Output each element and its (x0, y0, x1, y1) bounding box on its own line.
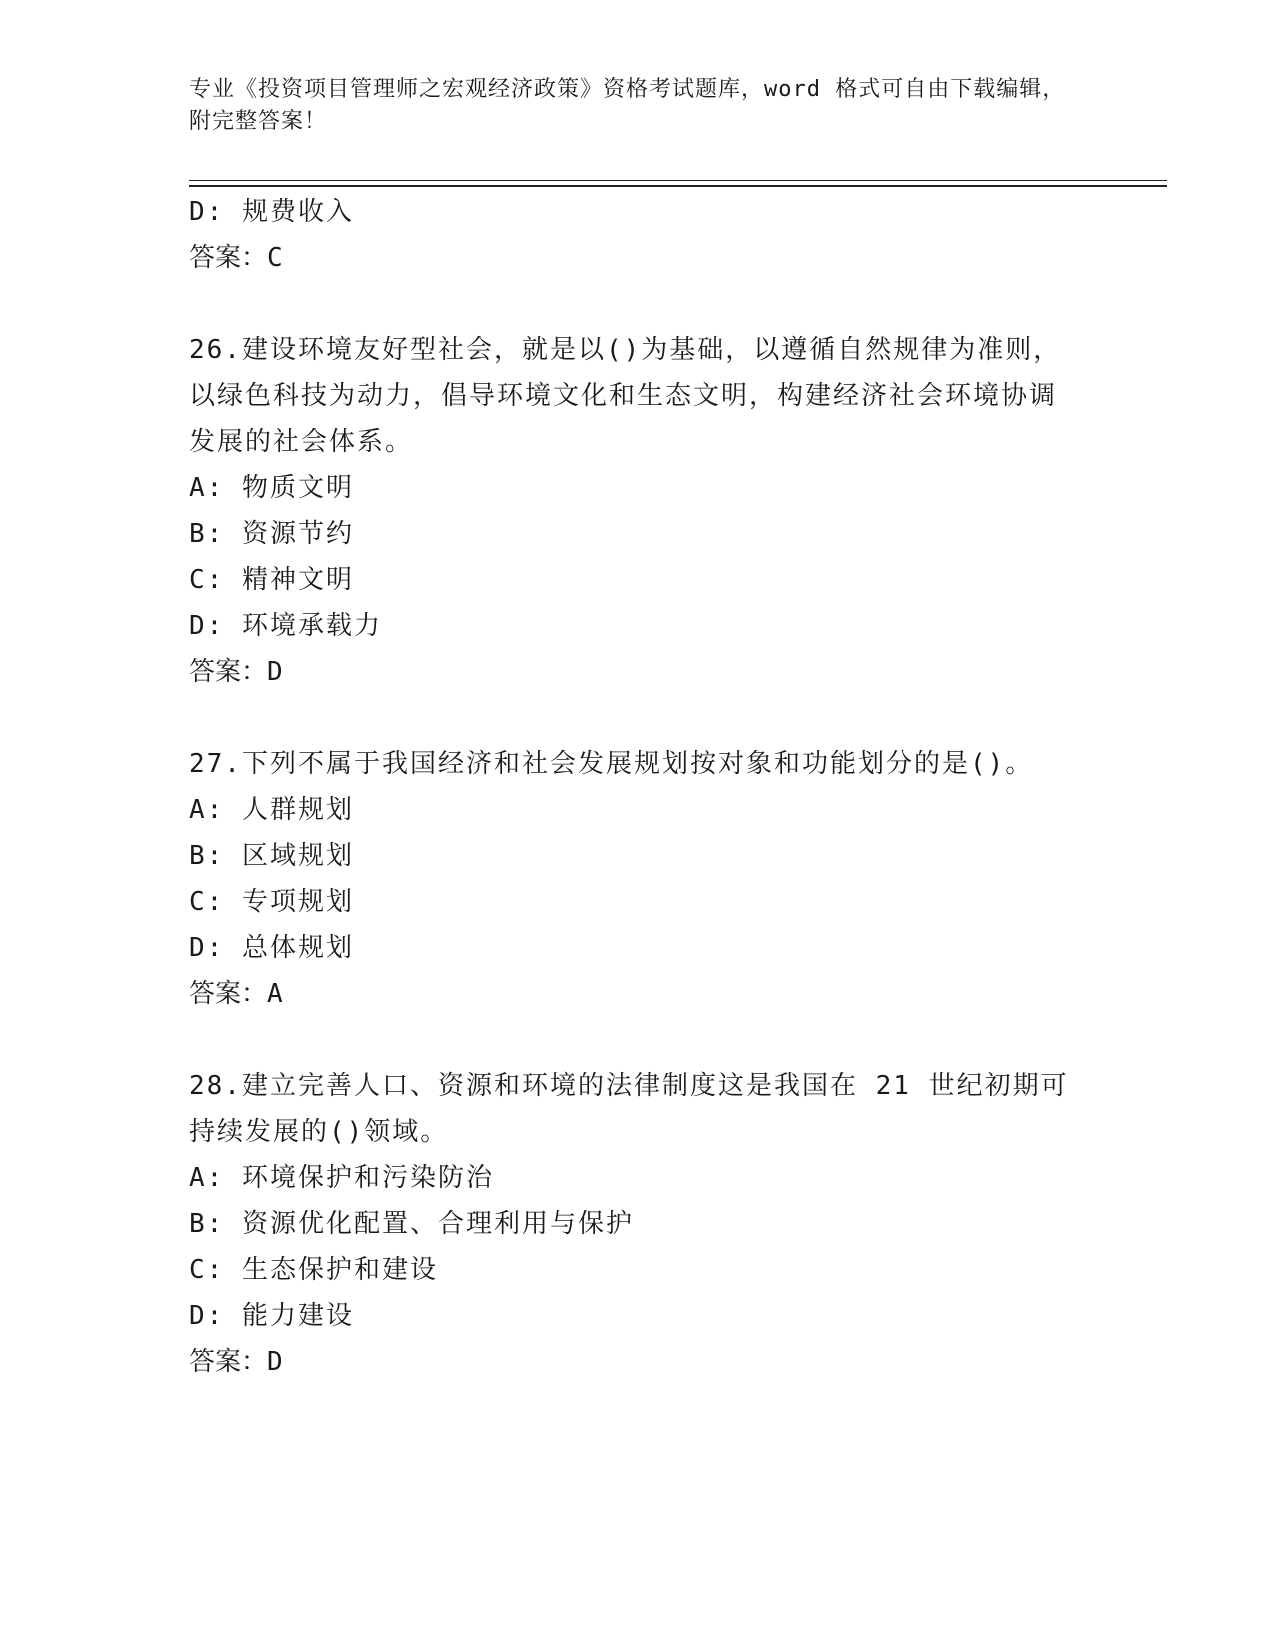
answer-label: 答案： (189, 657, 268, 687)
question-28-answer (189, 1339, 1079, 1385)
question-28-option-b: B: 资源优化配置、合理利用与保护 (189, 1209, 634, 1239)
spacer (189, 1017, 1079, 1063)
question-27-option-b: B: 区域规划 (189, 841, 354, 871)
header-divider (189, 180, 1167, 181)
spacer (189, 695, 1079, 741)
answer-label: 答案： (189, 979, 268, 1009)
question-27-option-d: D: 总体规划 (189, 933, 354, 963)
carryover-option-d: D: 规费收入 (189, 197, 354, 227)
question-26-answer (189, 649, 1079, 695)
question-27-answer (189, 971, 1079, 1017)
answer-label: 答案： (189, 1347, 268, 1377)
spacer (189, 281, 1079, 327)
question-26-text: 26.建设环境友好型社会，就是以()为基础，以遵循自然规律为准则，以绿色科技为动力，倡导环境文化和生态文明，构建经济社会环境协调发展的社会体系。 (189, 335, 1062, 457)
question-27-text: 27.下列不属于我国经济和社会发展规划按对象和功能划分的是()。 (189, 749, 1034, 779)
answer-value: D (267, 657, 285, 687)
question-27-option-c: C: 专项规划 (189, 887, 354, 917)
question-26-option-c: C: 精神文明 (189, 565, 354, 595)
carryover-answer (189, 235, 1079, 281)
question-28-text: 28.建立完善人口、资源和环境的法律制度这是我国在 21 世纪初期可持续发展的()领域。 (189, 1071, 1069, 1147)
answer-value: C (267, 243, 285, 273)
question-26-option-d: D: 环境承载力 (189, 611, 382, 641)
answer-value: D (267, 1347, 285, 1377)
document-header (189, 74, 1069, 138)
question-28-option-c: C: 生态保护和建设 (189, 1255, 438, 1285)
question-28-option-a: A: 环境保护和污染防治 (189, 1163, 494, 1193)
question-28-option-d: D: 能力建设 (189, 1301, 354, 1331)
answer-value: A (267, 979, 285, 1009)
question-27-option-a: A: 人群规划 (189, 795, 354, 825)
header-divider-thick (189, 185, 1167, 187)
answer-label: 答案： (189, 243, 268, 273)
question-26-option-a: A: 物质文明 (189, 473, 354, 503)
header-text: 专业《投资项目管理师之宏观经济政策》资格考试题库，word 格式可自由下载编辑，附完整答案！ (189, 77, 1066, 134)
question-26-option-b: B: 资源节约 (189, 519, 354, 549)
question-content (189, 189, 1079, 1385)
